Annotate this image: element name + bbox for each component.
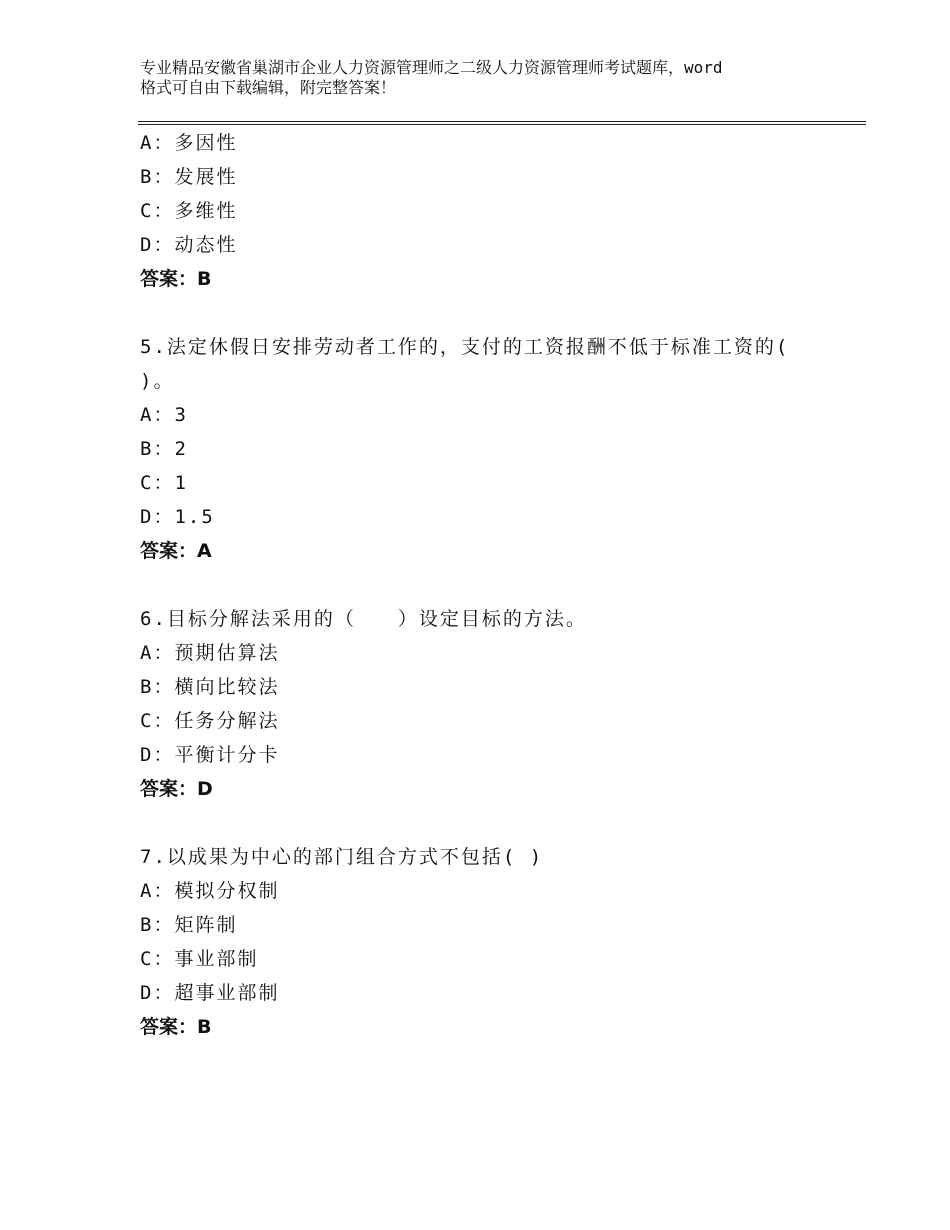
question-stem: 5.法定休假日安排劳动者工作的，支付的工资报酬不低于标准工资的( [140, 336, 790, 358]
question-stem-continued: )。 [140, 370, 175, 392]
spacer [140, 568, 840, 602]
question-content [140, 126, 840, 1044]
option-d: D：动态性 [140, 234, 238, 256]
option-c: C：事业部制 [140, 948, 259, 970]
option-b: B：横向比较法 [140, 676, 280, 698]
option-c: C：任务分解法 [140, 710, 280, 732]
spacer [140, 806, 840, 840]
option-b: B：发展性 [140, 166, 238, 188]
header-line-1: 专业精品安徽省巢湖市企业人力资源管理师之二级人力资源管理师考试题库，word [140, 58, 723, 77]
option-b: B：矩阵制 [140, 914, 238, 936]
answer-label: 答案：A [140, 540, 212, 562]
question-7 [140, 840, 840, 1044]
option-d: D：超事业部制 [140, 982, 280, 1004]
option-d: D：平衡计分卡 [140, 744, 280, 766]
question-stem: 6.目标分解法采用的（ ）设定目标的方法。 [140, 608, 587, 630]
header-line-2: 格式可自由下载编辑，附完整答案！ [140, 78, 397, 97]
option-c: C：1 [140, 472, 188, 494]
option-c: C：多维性 [140, 200, 238, 222]
question-5 [140, 330, 840, 568]
option-a: A：预期估算法 [140, 642, 280, 664]
option-a: A：3 [140, 404, 188, 426]
answer-label: 答案：B [140, 1016, 212, 1038]
question-4 [140, 126, 840, 296]
spacer [140, 296, 840, 330]
answer-label: 答案：B [140, 268, 212, 290]
header-rule-bottom [138, 124, 866, 125]
option-b: B：2 [140, 438, 188, 460]
option-d: D：1.5 [140, 506, 215, 528]
option-a: A：模拟分权制 [140, 880, 280, 902]
header-rule-top [138, 121, 866, 122]
answer-label: 答案：D [140, 778, 213, 800]
question-6 [140, 602, 840, 806]
question-stem: 7.以成果为中心的部门组合方式不包括( ) [140, 846, 544, 868]
option-a: A：多因性 [140, 132, 238, 154]
document-header [140, 58, 840, 98]
